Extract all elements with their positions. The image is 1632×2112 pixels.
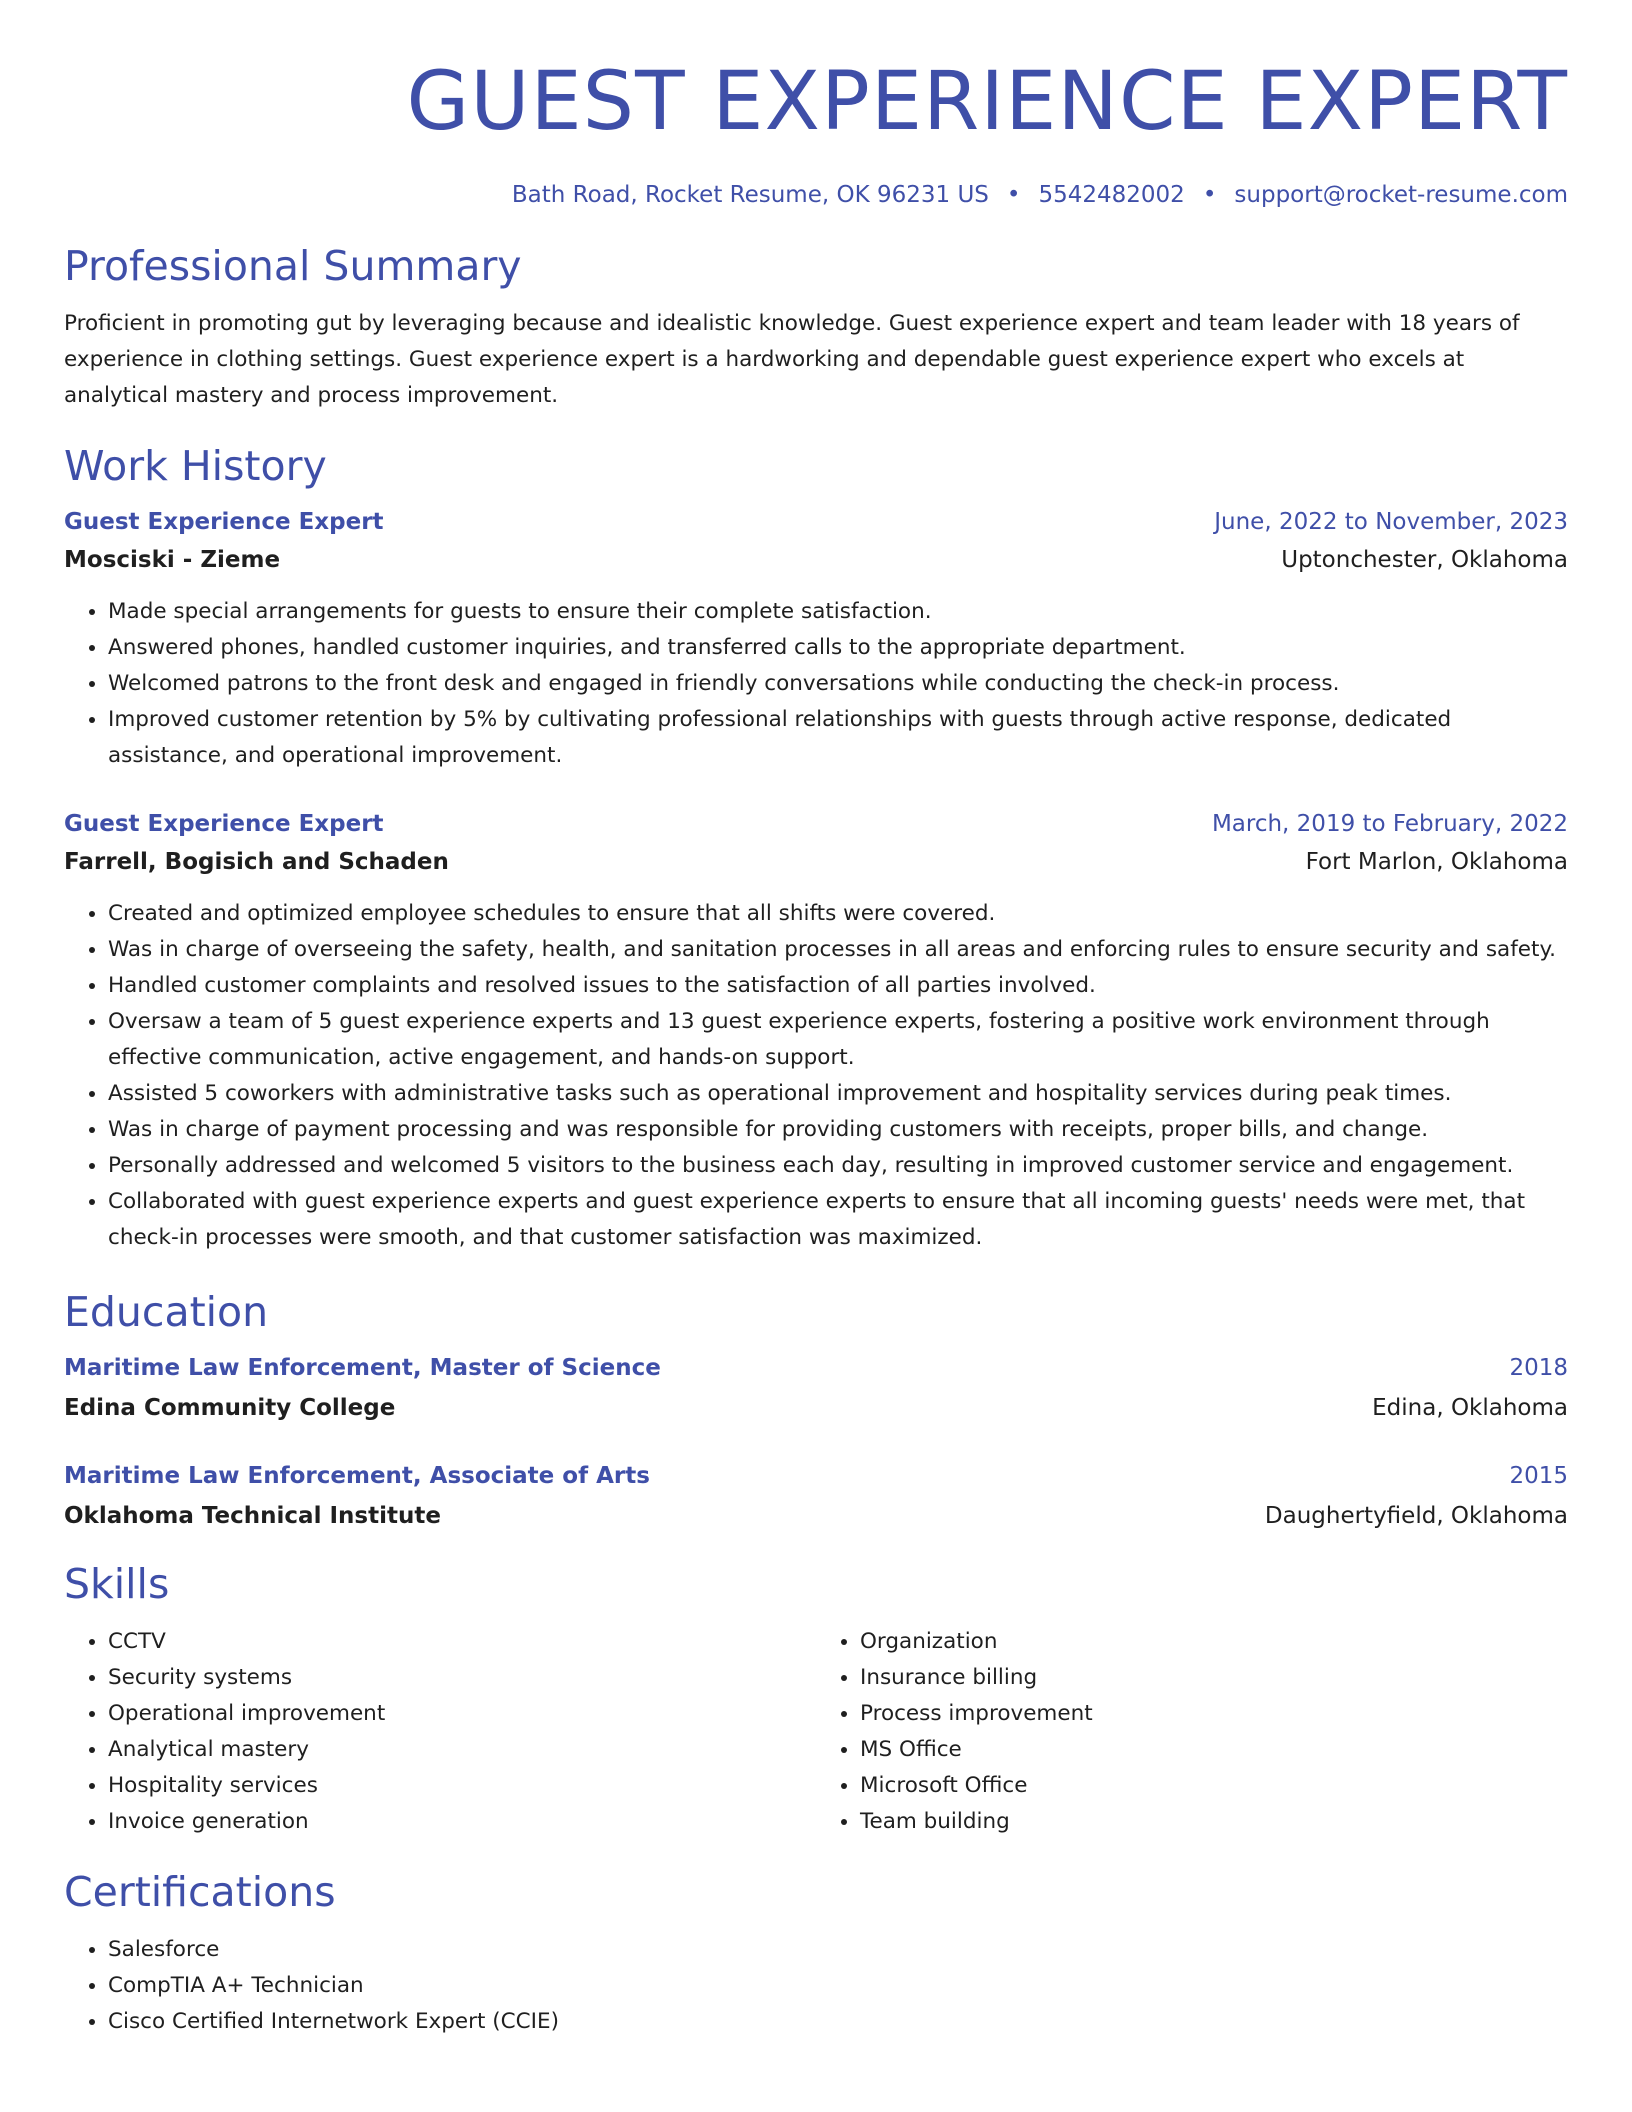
job-company: Mosciski - Zieme [64,547,281,573]
list-item: • Oversaw a team of 5 guest experience experts and 13 guest experience experts, fostering a positive work environment through effective communication, active engagement, and hands-on support. [108,1004,1568,1076]
education-entry [64,1350,1568,1426]
job-location: Uptonchester, Oklahoma [1281,547,1568,573]
education-header [64,1458,1568,1494]
skills-list-right [816,1624,1568,1840]
list-item: • Assisted 5 coworkers with administrative tasks such as operational improvement and hospitality services during peak times. [108,1076,1568,1112]
job-subheader [64,542,1568,578]
list-item: • Made special arrangements for guests to ensure their complete satisfaction. [108,594,1568,630]
separator-dot: • [1006,182,1021,208]
list-item: • Cisco Certified Internetwork Expert (CCIE) [108,2004,1568,2040]
list-item: • Team building [860,1804,1568,1840]
skills-grid [64,1624,1568,1840]
work-section [64,440,1568,1256]
list-item: • Organization [860,1624,1568,1660]
contact-line [64,180,1568,210]
list-item: • Hospitality services [108,1768,816,1804]
address: Bath Road, Rocket Resume, OK 96231 US [511,182,989,208]
job-dates: June, 2022 to November, 2023 [1214,509,1568,535]
section-title-summary: Professional Summary [64,242,522,290]
school-location: Edina, Oklahoma [1372,1395,1568,1421]
job-company: Farrell, Bogisich and Schaden [64,849,449,875]
job-location: Fort Marlon, Oklahoma [1305,849,1568,875]
skills-list-left [64,1624,816,1840]
skills-section [64,1558,1568,1840]
school: Edina Community College [64,1395,396,1421]
list-item: • Process improvement [860,1696,1568,1732]
graduation-year: 2015 [1509,1463,1568,1489]
job-entry [64,806,1568,1256]
graduation-year: 2018 [1509,1355,1568,1381]
school-location: Daughertyfield, Oklahoma [1264,1503,1568,1529]
list-item: • CCTV [108,1624,816,1660]
education-section [64,1286,1568,1534]
candidate-name: GUEST EXPERIENCE EXPERT [406,55,1568,149]
job-role: Guest Experience Expert [64,509,384,535]
degree: Maritime Law Enforcement, Associate of Arts [64,1463,650,1489]
education-entry [64,1458,1568,1534]
list-item: • Welcomed patrons to the front desk and engaged in friendly conversations while conducting the check-in process. [108,666,1568,702]
list-item: • Created and optimized employee schedules to ensure that all shifts were covered. [108,896,1568,932]
list-item: • Improved customer retention by 5% by cultivating professional relationships with guests through active response, dedicated assistance, and operational improvement. [108,702,1568,774]
job-bullets [64,896,1568,1256]
phone: 5542482002 [1038,182,1185,208]
job-subheader [64,844,1568,880]
list-item: • MS Office [860,1732,1568,1768]
job-entry [64,504,1568,774]
list-item: • Security systems [108,1660,816,1696]
list-item: • Analytical mastery [108,1732,816,1768]
school: Oklahoma Technical Institute [64,1503,441,1529]
list-item: • Invoice generation [108,1804,816,1840]
list-item: • Salesforce [108,1932,1568,1968]
job-role: Guest Experience Expert [64,811,384,837]
certifications-list [64,1932,1568,2040]
section-title-certifications: Certifications [64,1868,336,1916]
job-bullets [64,594,1568,774]
section-title-skills: Skills [64,1560,170,1608]
list-item: • Operational improvement [108,1696,816,1732]
education-header [64,1350,1568,1386]
email-link[interactable]: support@rocket-resume.com [1234,182,1568,208]
section-title-education: Education [64,1288,269,1336]
job-header [64,504,1568,540]
separator-dot: • [1202,182,1217,208]
summary-text: Proficient in promoting gut by leveraging because and idealistic knowledge. Guest experience expert and team leader with 18 years of experience in clothing settings. Guest experience expert is a hardworking and dependable guest experience expert who excels at analytical mastery and process improvement. [64,311,1520,408]
job-dates: March, 2019 to February, 2022 [1211,811,1568,837]
job-header [64,806,1568,842]
certifications-section [64,1866,1568,2040]
list-item: • Personally addressed and welcomed 5 visitors to the business each day, resulting in improved customer service and engagement. [108,1148,1568,1184]
list-item: • Handled customer complaints and resolved issues to the satisfaction of all parties involved. [108,968,1568,1004]
education-subheader [64,1498,1568,1534]
section-title-work: Work History [64,442,327,490]
list-item: • Microsoft Office [860,1768,1568,1804]
list-item: • Answered phones, handled customer inquiries, and transferred calls to the appropriate department. [108,630,1568,666]
list-item: • Was in charge of payment processing and was responsible for providing customers with receipts, proper bills, and change. [108,1112,1568,1148]
summary-section [64,240,1568,414]
list-item: • Insurance billing [860,1660,1568,1696]
list-item: • CompTIA A+ Technician [108,1968,1568,2004]
degree: Maritime Law Enforcement, Master of Science [64,1355,661,1381]
education-subheader [64,1390,1568,1426]
list-item: • Collaborated with guest experience experts and guest experience experts to ensure that all incoming guests' needs were met, that check-in processes were smooth, and that customer satisfaction was maximized. [108,1184,1568,1256]
list-item: • Was in charge of overseeing the safety, health, and sanitation processes in all areas and enforcing rules to ensure security and safety. [108,932,1568,968]
